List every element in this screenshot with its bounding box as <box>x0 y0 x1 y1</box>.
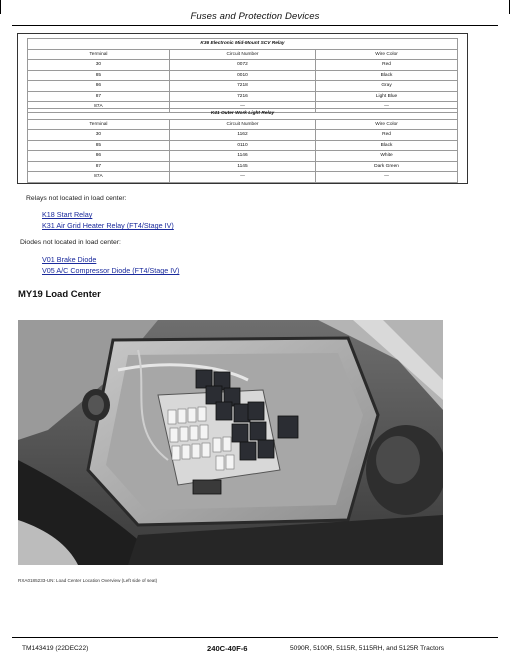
table-cell: 0072 <box>169 60 315 71</box>
table-title-row <box>28 109 458 120</box>
table-cell: 7218 <box>169 81 315 92</box>
table-cell: 1162 <box>169 130 315 141</box>
table-cell: 0010 <box>169 70 315 81</box>
footer-divider <box>12 637 498 638</box>
table-cell: 30 <box>28 60 170 71</box>
column-header: Terminal <box>28 49 170 60</box>
table-cell: — <box>169 172 315 183</box>
table-row <box>28 91 458 102</box>
footer-page-number: 240C-40F-6 <box>207 644 248 653</box>
table-cell: 1145 <box>169 161 315 172</box>
table-row <box>28 151 458 162</box>
header-divider <box>12 25 498 26</box>
table-cell: 0110 <box>169 140 315 151</box>
table-title: K41 Outer Work Light Relay <box>28 109 458 120</box>
table-cell: Black <box>316 140 458 151</box>
table-cell: Gray <box>316 81 458 92</box>
table-cell: White <box>316 151 458 162</box>
load-center-photo <box>18 320 443 565</box>
table-row <box>28 81 458 92</box>
footer-models: 5090R, 5100R, 5115R, 5115RH, and 5125R Tractors <box>290 645 445 652</box>
table-cell: 85 <box>28 140 170 151</box>
table-cell: — <box>316 172 458 183</box>
table-cell: Dark Green <box>316 161 458 172</box>
column-header: Circuit Number <box>169 49 315 60</box>
table-cell: Black <box>316 70 458 81</box>
link-k18-start-relay[interactable]: K18 Start Relay <box>42 210 93 219</box>
column-header: Circuit Number <box>169 119 315 130</box>
table-cell: — <box>169 102 315 113</box>
table-cell: 1146 <box>169 151 315 162</box>
table-cell: — <box>316 102 458 113</box>
table-cell: 87 <box>28 91 170 102</box>
table-title-row <box>28 39 458 50</box>
table-header-row <box>28 119 458 130</box>
table-title: K36 Electronic Mid-Mount SCV Relay <box>28 39 458 50</box>
relays-note-label: Relays not located in load center: <box>26 195 127 202</box>
relay-table-k41 <box>27 108 458 183</box>
table-header-row <box>28 49 458 60</box>
page-header-title: Fuses and Protection Devices <box>190 11 320 22</box>
table-row <box>28 140 458 151</box>
table-cell: 87A <box>28 172 170 183</box>
relay-tables-box <box>17 33 468 184</box>
table-cell: Red <box>316 60 458 71</box>
table-cell: 7216 <box>169 91 315 102</box>
table-row <box>28 130 458 141</box>
table-cell: 87A <box>28 102 170 113</box>
link-v05-ac-compressor-diode[interactable]: V05 A/C Compressor Diode (FT4/Stage IV) <box>42 266 180 275</box>
table-row <box>28 60 458 71</box>
table-cell: Red <box>316 130 458 141</box>
column-header: Wire Color <box>316 49 458 60</box>
column-header: Terminal <box>28 119 170 130</box>
link-v01-brake-diode[interactable]: V01 Brake Diode <box>42 255 97 264</box>
table-cell: Light Blue <box>316 91 458 102</box>
table-cell: 87 <box>28 161 170 172</box>
diodes-note-label: Diodes not located in load center: <box>20 239 121 246</box>
table-cell: 30 <box>28 130 170 141</box>
load-center-illustration <box>18 320 443 565</box>
table-row <box>28 172 458 183</box>
table-row <box>28 70 458 81</box>
relay-table-k36 <box>27 38 458 113</box>
table-cell: 86 <box>28 81 170 92</box>
footer-doc-id: TM143419 (22DEC22) <box>22 645 89 652</box>
link-k31-air-grid-heater-relay[interactable]: K31 Air Grid Heater Relay (FT4/Stage IV) <box>42 221 174 230</box>
section-title: MY19 Load Center <box>18 289 101 300</box>
figure-caption: RXA0185233-UN: Load Center Location Overview (Left side of seat) <box>18 578 158 583</box>
table-row <box>28 161 458 172</box>
table-cell: 86 <box>28 151 170 162</box>
column-header: Wire Color <box>316 119 458 130</box>
table-cell: 85 <box>28 70 170 81</box>
